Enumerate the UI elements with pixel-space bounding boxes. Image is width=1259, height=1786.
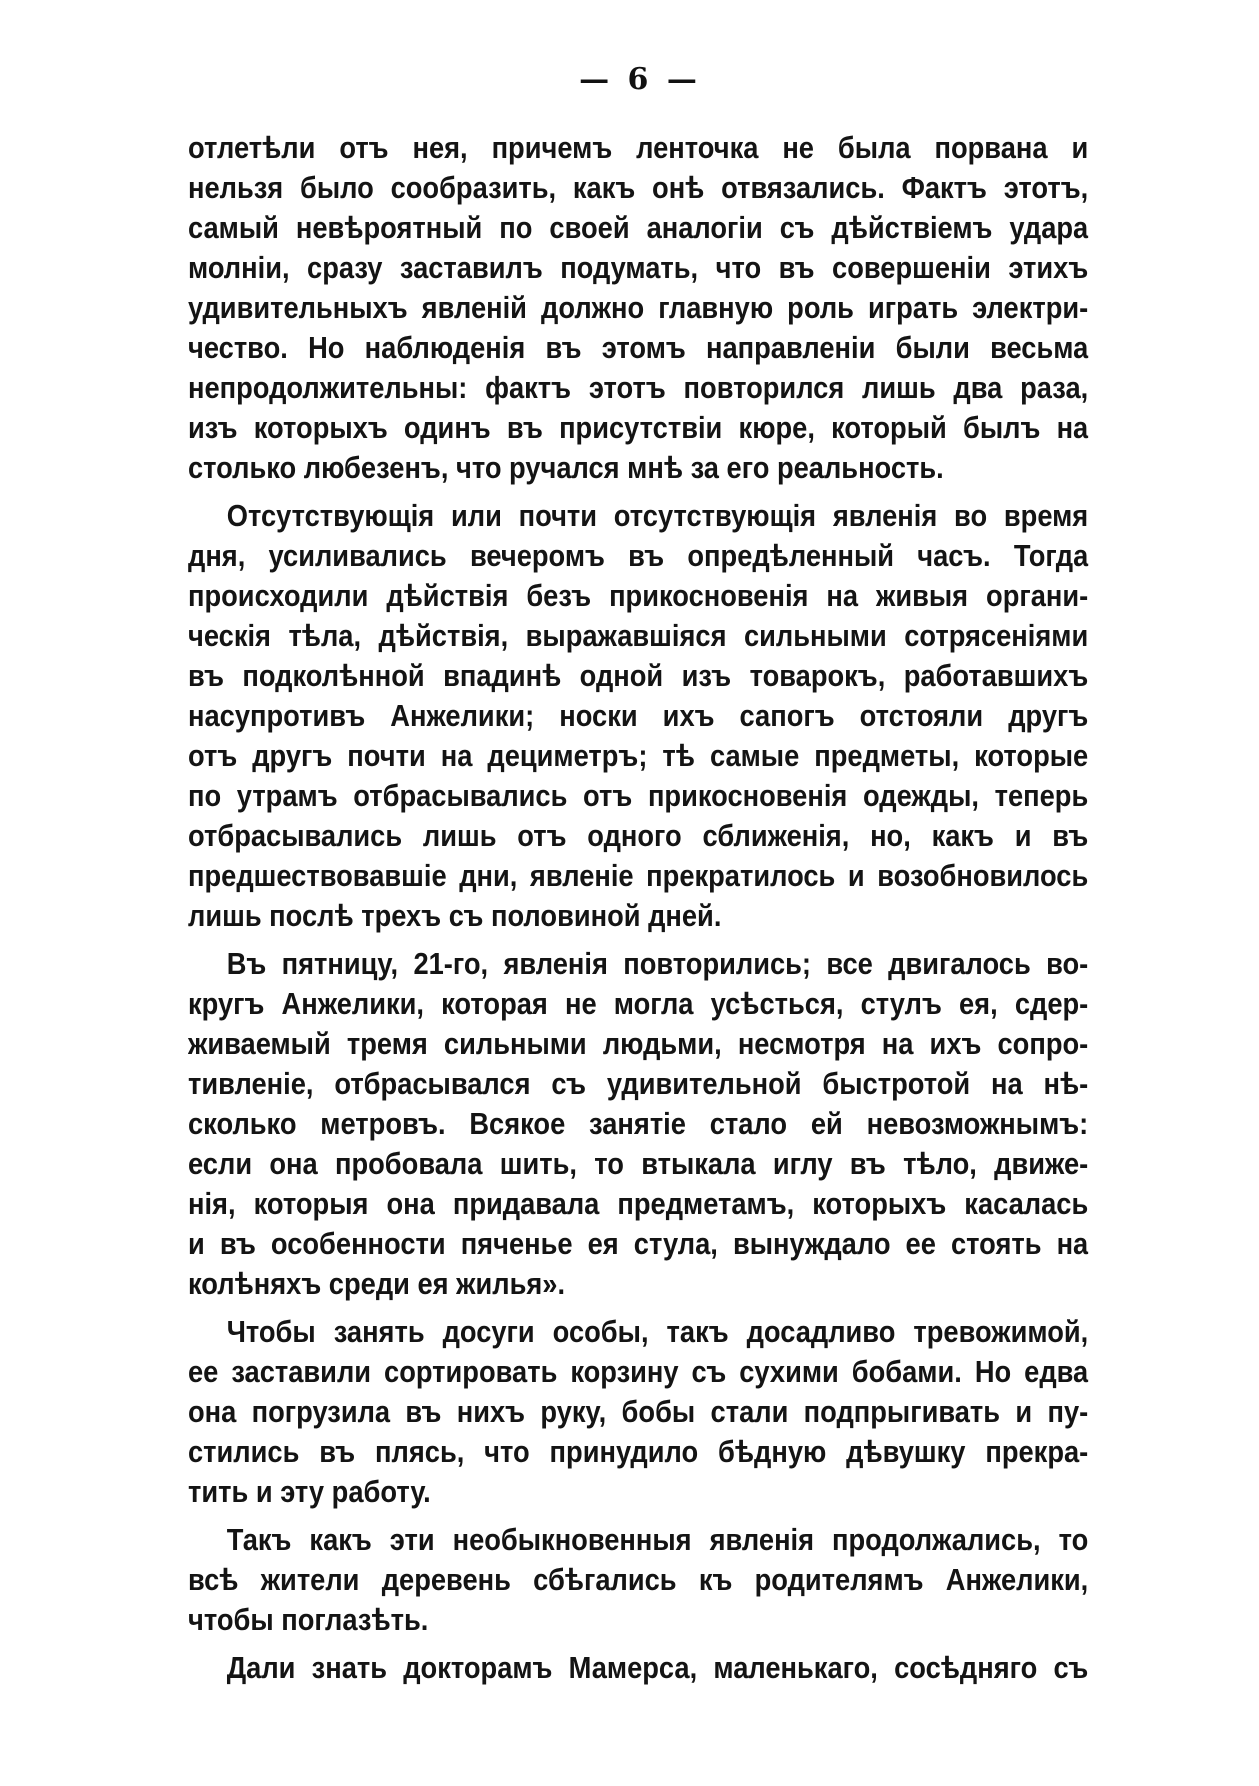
text-line: самый невѣроятный по своей аналогіи съ дѣйствіемъ удара — [188, 210, 1089, 245]
text-line: изъ которыхъ одинъ въ присутствіи кюре, который былъ на — [188, 410, 1089, 445]
text-line: тить и эту работу. — [188, 1474, 431, 1509]
text-line: удивительныхъ явленій должно главную роль играть электри- — [188, 290, 1089, 325]
text-line: стились въ плясь, что принудило бѣдную дѣвушку прекра- — [188, 1434, 1089, 1469]
body-text — [188, 128, 1088, 1696]
paragraph-4 — [188, 1312, 1088, 1512]
paragraph-5 — [188, 1520, 1088, 1640]
text-line: нія, которыя она придавала предметамъ, которыхъ касалась — [188, 1186, 1089, 1221]
text-line: колѣняхъ среди ея жилья». — [188, 1266, 566, 1301]
text-line: въ подколѣнной впадинѣ одной изъ товарокъ, работавшихъ — [188, 658, 1089, 693]
paragraph-6 — [188, 1648, 1088, 1688]
text-line: непродолжительны: фактъ этотъ повторился лишь два раза, — [188, 370, 1089, 405]
text-line: всѣ жители деревень сбѣгались къ родителямъ Анжелики, — [188, 1562, 1089, 1597]
text-line: сколько метровъ. Всякое занятіе стало ей невозможнымъ: — [188, 1106, 1089, 1141]
text-line: ческія тѣла, дѣйствія, выражавшіяся сильными сотрясеніями — [188, 618, 1089, 653]
text-line: чтобы поглазѣть. — [188, 1602, 429, 1637]
text-line: отъ другъ почти на дециметръ; тѣ самые предметы, которые — [188, 738, 1089, 773]
text-line: происходили дѣйствія безъ прикосновенія на живыя органи- — [188, 578, 1089, 613]
text-line: тивленіе, отбрасывался съ удивительной быстротой на нѣ- — [188, 1066, 1089, 1101]
text-line: ее заставили сортировать корзину съ сухими бобами. Но едва — [188, 1354, 1089, 1389]
text-line: и въ особенности пяченье ея стула, вынуждало ее стоять на — [188, 1226, 1089, 1261]
text-line: чество. Но наблюденія въ этомъ направленіи были весьма — [188, 330, 1089, 365]
text-line: Такъ какъ эти необыкновенныя явленія продолжались, то — [226, 1522, 1089, 1557]
text-line: Въ пятницу, 21-го, явленія повторились; все двигалось во- — [226, 946, 1089, 981]
text-line: отлетѣли отъ нея, причемъ ленточка не была порвана и — [188, 130, 1089, 165]
text-line: нельзя было сообразить, какъ онѣ отвязались. Фактъ этотъ, — [188, 170, 1089, 205]
text-line: лишь послѣ трехъ съ половиной дней. — [188, 898, 722, 933]
text-line: Отсутствующія или почти отсутствующія явленія во время — [226, 498, 1089, 533]
text-line: она погрузила въ нихъ руку, бобы стали подпрыгивать и пу- — [188, 1394, 1089, 1429]
text-line: молніи, сразу заставилъ подумать, что въ совершеніи этихъ — [188, 250, 1089, 285]
text-line: Чтобы занять досуги особы, такъ досадливо тревожимой, — [226, 1314, 1089, 1349]
paragraph-1 — [188, 128, 1088, 488]
paragraph-3 — [188, 944, 1088, 1304]
paragraph-2 — [188, 496, 1088, 936]
text-line: по утрамъ отбрасывались отъ прикосновенія одежды, теперь — [188, 778, 1089, 813]
text-line: дня, усиливались вечеромъ въ опредѣленный часъ. Тогда — [188, 538, 1089, 573]
text-line: отбрасывались лишь отъ одного сближенія, но, какъ и въ — [188, 818, 1089, 853]
text-line: Дали знать докторамъ Мамерса, маленькаго, сосѣдняго съ — [226, 1650, 1089, 1685]
text-line: живаемый тремя сильными людьми, несмотря на ихъ сопро- — [188, 1026, 1089, 1061]
text-line: кругъ Анжелики, которая не могла усѣсться, стулъ ея, сдер- — [188, 986, 1089, 1021]
text-line: предшествовавшіе дни, явленіе прекратилось и возобновилось — [188, 858, 1089, 893]
text-line: насупротивъ Анжелики; носки ихъ сапогъ отстояли другъ — [188, 698, 1089, 733]
text-line: если она пробовала шить, то втыкала иглу въ тѣло, движе- — [188, 1146, 1089, 1181]
text-line: столько любезенъ, что ручался мнѣ за его реальность. — [188, 450, 944, 485]
page-number: — 6 — — [579, 62, 701, 97]
